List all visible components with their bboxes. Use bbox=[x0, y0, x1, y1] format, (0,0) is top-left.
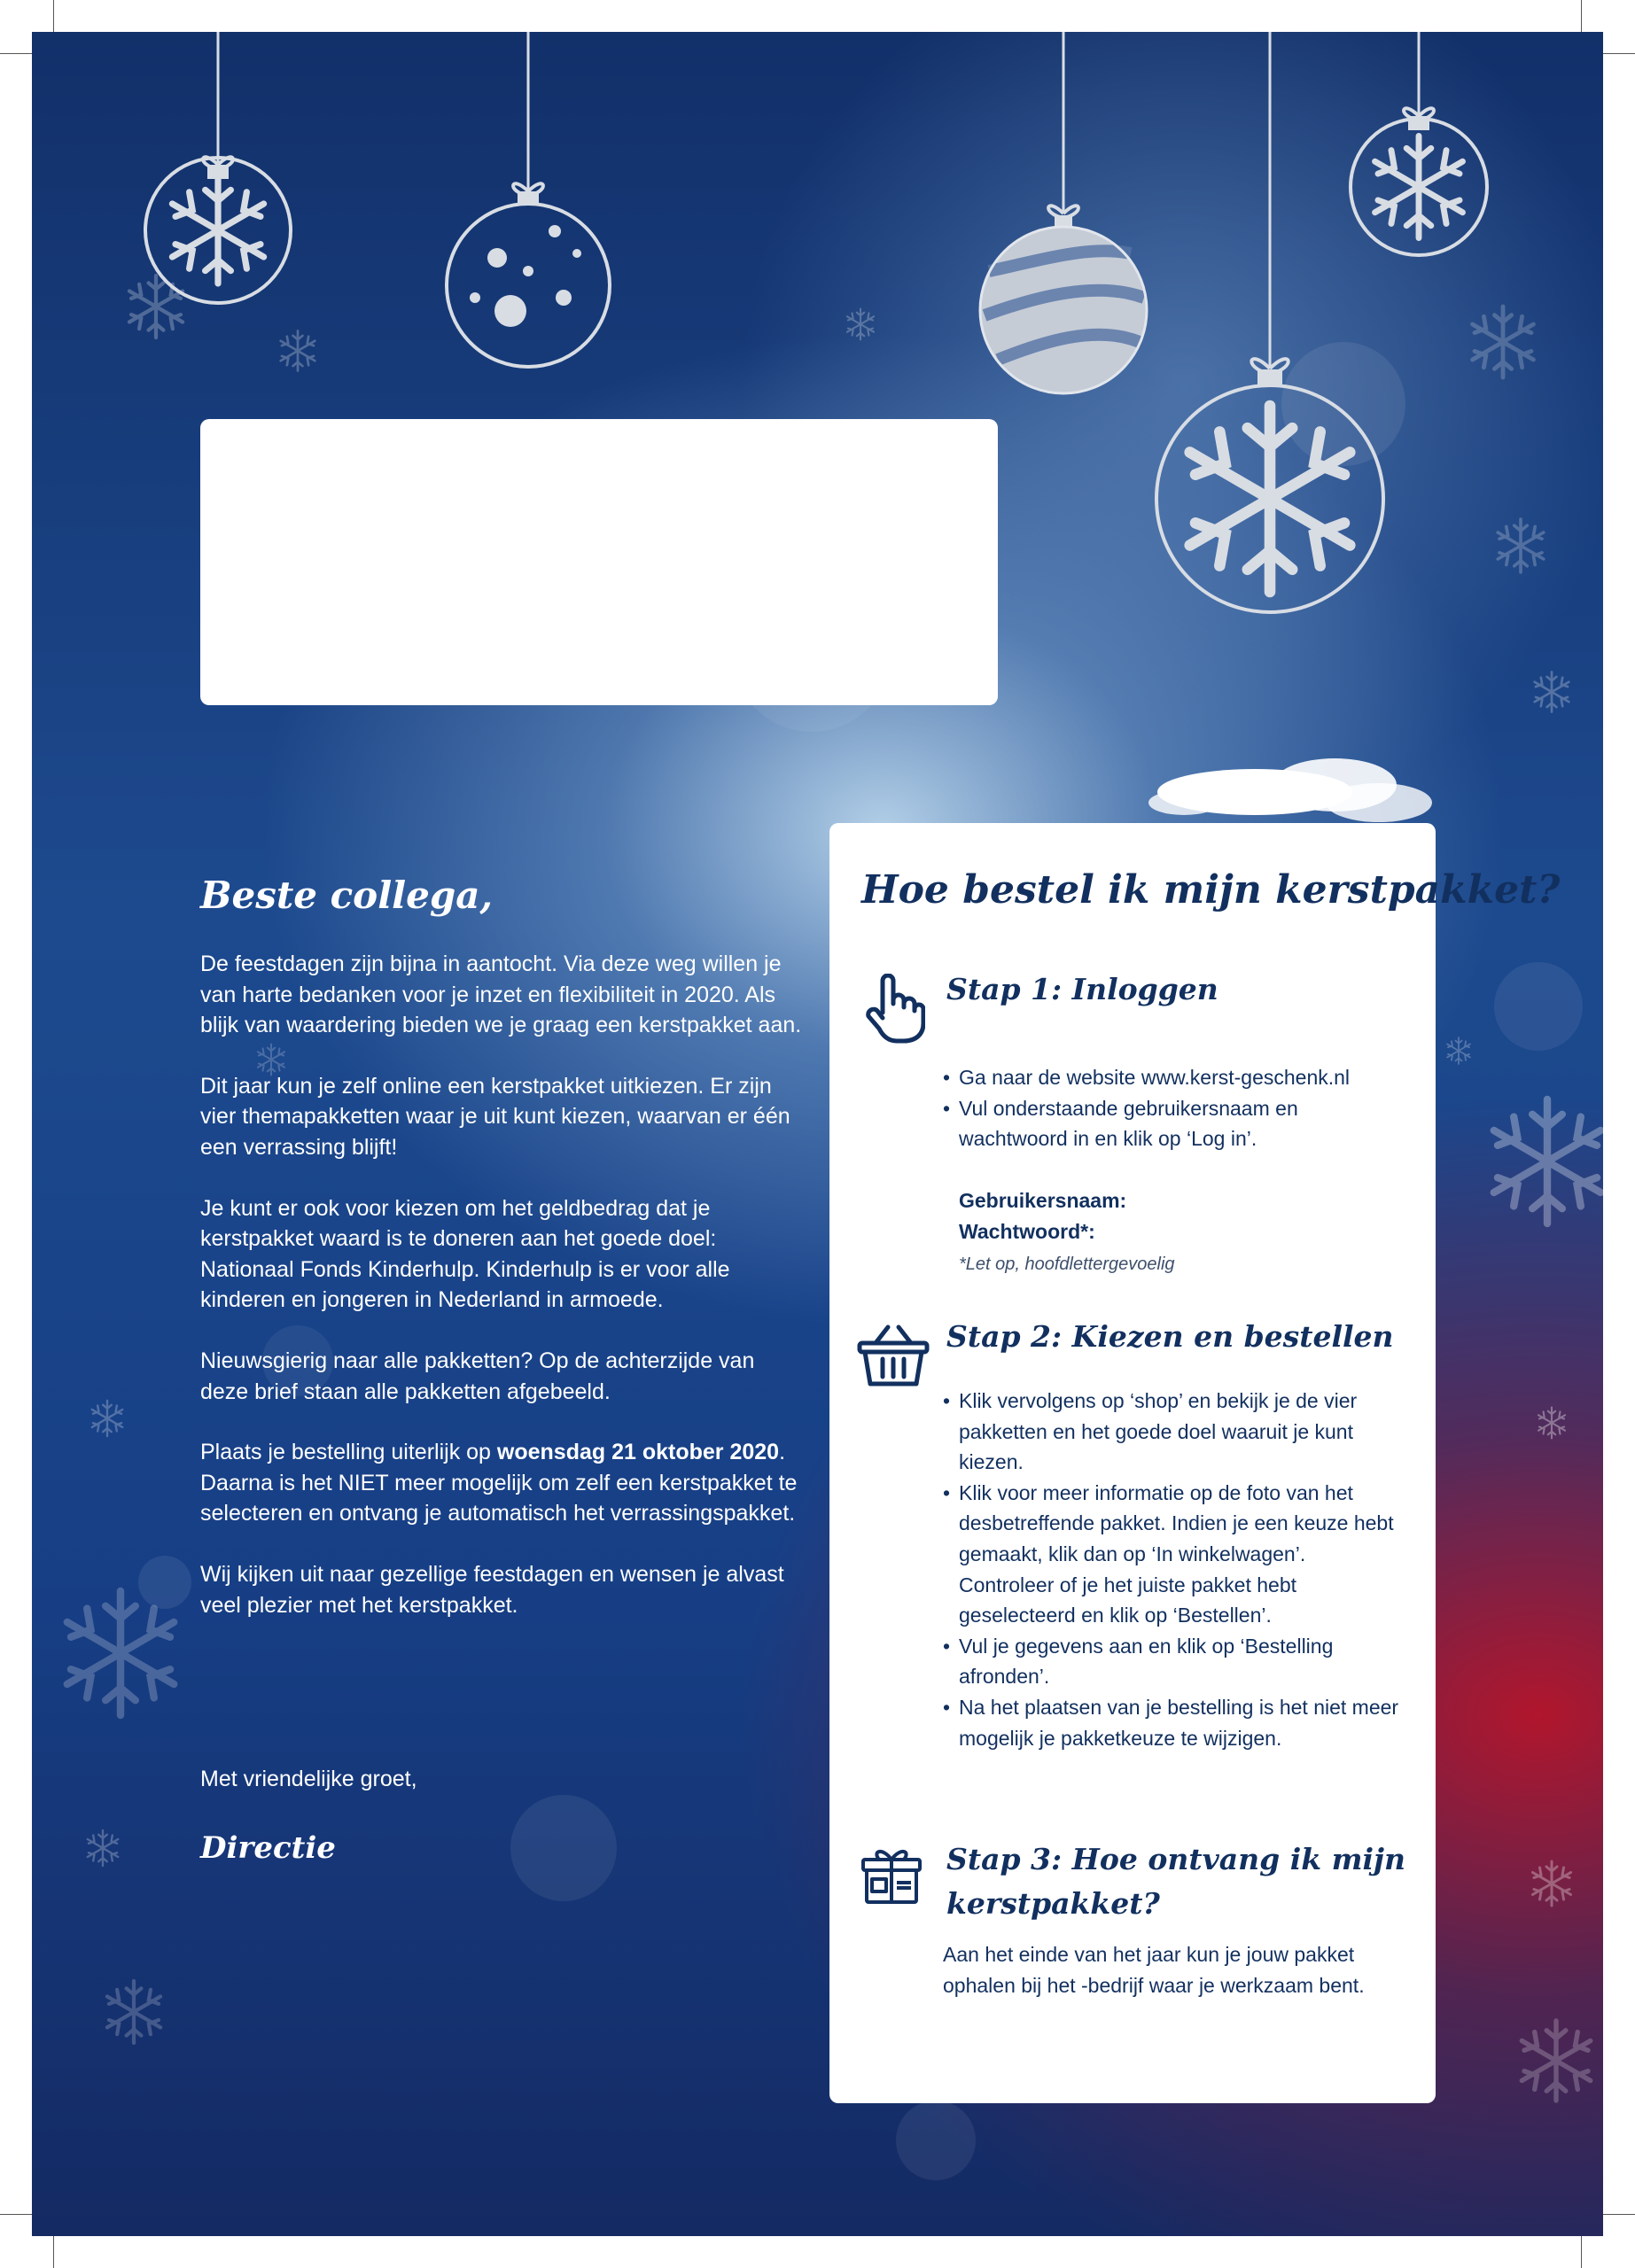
deadline-outro: . Daarna is het NIET meer mogelijk om zelf een kerstpakket te selecteren en ontvang je automatisch het verrassingspakket. bbox=[200, 1440, 798, 1526]
letter-paragraph: Nieuwsgierig naar alle pakketten? Op de achterzijde van deze brief staan alle pakketten afgebeeld. bbox=[200, 1348, 755, 1404]
case-sensitive-note: *Let op, hoofdlettergevoelig bbox=[959, 1254, 1175, 1274]
step3-title-line2: kerstpakket? bbox=[946, 1886, 1160, 1921]
list-item: • Na het plaatsen van je bestelling is het niet meer mogelijk je pakketkeuze te wijzigen. bbox=[943, 1692, 1404, 1753]
deadline-date: woensdag 21 oktober 2020 bbox=[496, 1440, 780, 1465]
step3-label: Stap 3: bbox=[946, 1842, 1063, 1876]
step1-title: Inloggen bbox=[1071, 972, 1218, 1006]
step1-label: Stap 1: bbox=[946, 972, 1063, 1006]
step3-text: Aan het einde van het jaar kun je jouw pakket ophalen bij het -bedrijf waar je werkzaam bent. bbox=[943, 1943, 1365, 1997]
instructions-panel bbox=[829, 823, 1561, 2103]
crop-mark bbox=[1581, 0, 1582, 35]
list-item: • Vul onderstaande gebruikersnaam en wachtwoord in en klik op ‘Log in’. bbox=[943, 1093, 1404, 1154]
step1-list bbox=[943, 1062, 1404, 1154]
crop-mark bbox=[1600, 53, 1635, 54]
list-item: • Ga naar de website www.kerst-geschenk.nl bbox=[943, 1062, 1404, 1093]
step1-heading bbox=[946, 972, 1218, 1006]
closing: Met vriendelijke groet, bbox=[200, 1767, 417, 1791]
crop-mark bbox=[0, 53, 35, 54]
password-label: Wachtwoord*: bbox=[959, 1220, 1095, 1243]
step3-title-line1: Hoe ontvang ik mijn bbox=[1071, 1842, 1405, 1876]
list-item: • Klik vervolgens op ‘shop’ en bekijk je de vier pakketten en het goede doel waaruit je kunt kiezen. bbox=[943, 1386, 1404, 1478]
address-window bbox=[200, 419, 998, 705]
step2-list bbox=[943, 1386, 1404, 1753]
letter-paragraph: Wij kijken uit naar gezellige feestdagen en wensen je alvast veel plezier met het kerstpakket. bbox=[200, 1561, 784, 1618]
letter-paragraph-deadline bbox=[200, 1437, 803, 1529]
step2-heading bbox=[946, 1319, 1394, 1354]
list-item: • Klik voor meer informatie op de foto van het desbetreffende pakket. Indien je een keuze hebt gemaakt, klik dan op ‘In winkelwagen’. Controleer of je het juiste pakket hebt geselecteerd en klik op ‘Bestellen’. bbox=[943, 1478, 1404, 1631]
step2-title: Kiezen en bestellen bbox=[1071, 1319, 1394, 1354]
letter-paragraph: De feestdagen zijn bijna in aantocht. Via deze weg willen je van harte bedanken voor je inzet en flexibiliteit in 2020. Als blijk van waardering bieden we je graag een kerstpakket aan. bbox=[200, 951, 802, 1038]
christmas-letter bbox=[32, 32, 1603, 2236]
crop-mark bbox=[1581, 2233, 1582, 2268]
crop-mark bbox=[53, 2233, 54, 2268]
username-label: Gebruikersnaam: bbox=[959, 1189, 1127, 1212]
basket-icon bbox=[856, 1324, 930, 1387]
crop-mark bbox=[0, 2214, 35, 2215]
gift-box-icon bbox=[860, 1844, 923, 1907]
signature: Directie bbox=[200, 1830, 336, 1866]
deadline-intro: Plaats je bestelling uiterlijk op bbox=[200, 1440, 497, 1465]
crop-mark bbox=[1600, 2214, 1635, 2215]
letter-body bbox=[200, 949, 803, 1651]
letter-paragraph: Je kunt er ook voor kiezen om het geldbedrag dat je kerstpakket waard is te doneren aan het goede doel: Nationaal Fonds Kinderhulp. Kinderhulp is er voor alle kinderen en jongeren in Nederland in armoede. bbox=[200, 1195, 730, 1313]
step2-label: Stap 2: bbox=[946, 1319, 1063, 1354]
pointing-hand-icon bbox=[863, 974, 925, 1045]
crop-mark bbox=[53, 0, 54, 35]
letter-paragraph: Dit jaar kun je zelf online een kerstpakket uitkiezen. Er zijn vier themapakketten waar je uit kunt kiezen, waarvan er één een verrassing blijft! bbox=[200, 1073, 790, 1160]
list-item: • Vul je gegevens aan en klik op ‘Bestelling afronden’. bbox=[943, 1631, 1404, 1692]
panel-title: Hoe bestel ik mijn kerstpakket? bbox=[861, 867, 1561, 913]
greeting: Beste collega, bbox=[200, 874, 494, 917]
step3-heading bbox=[946, 1837, 1405, 1926]
